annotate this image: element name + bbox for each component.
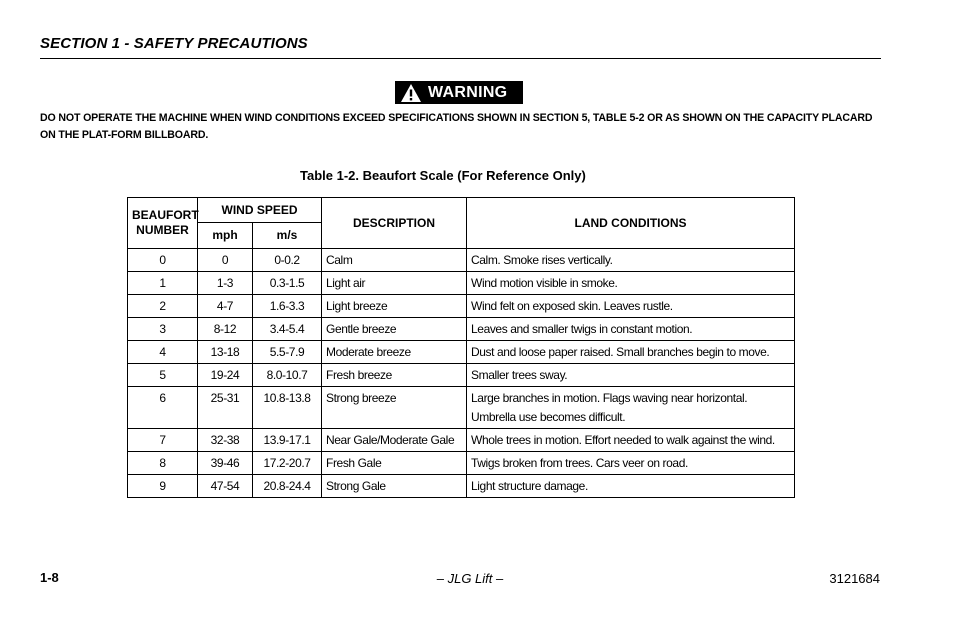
cell-description: Fresh Gale <box>322 452 467 475</box>
cell-number: 5 <box>128 364 198 387</box>
cell-land-conditions: Wind motion visible in smoke. <box>467 272 795 295</box>
table-row <box>128 295 795 318</box>
cell-land-conditions: Calm. Smoke rises vertically. <box>467 249 795 272</box>
cell-mph: 0 <box>198 249 253 272</box>
cell-ms: 3.4-5.4 <box>253 318 322 341</box>
cell-mph: 8-12 <box>198 318 253 341</box>
table-row <box>128 249 795 272</box>
cell-number: 9 <box>128 475 198 498</box>
cell-land-conditions: Leaves and smaller twigs in constant motion. <box>467 318 795 341</box>
cell-land-conditions: Light structure damage. <box>467 475 795 498</box>
cell-ms: 0-0.2 <box>253 249 322 272</box>
table-row <box>128 272 795 295</box>
cell-description: Light air <box>322 272 467 295</box>
cell-description: Gentle breeze <box>322 318 467 341</box>
header-description: DESCRIPTION <box>322 198 467 249</box>
cell-number: 1 <box>128 272 198 295</box>
cell-ms: 17.2-20.7 <box>253 452 322 475</box>
cell-mph: 4-7 <box>198 295 253 318</box>
cell-description: Strong breeze <box>322 387 467 429</box>
cell-description: Calm <box>322 249 467 272</box>
header-wind-speed: WIND SPEED <box>198 198 322 223</box>
table-row <box>128 475 795 498</box>
cell-land-conditions: Whole trees in motion. Effort needed to walk against the wind. <box>467 429 795 452</box>
cell-ms: 10.8-13.8 <box>253 387 322 429</box>
header-beaufort-number: BEAUFORT NUMBER <box>128 198 198 249</box>
document-number: 3121684 <box>829 571 880 586</box>
cell-ms: 8.0-10.7 <box>253 364 322 387</box>
cell-number: 6 <box>128 387 198 429</box>
cell-land-conditions: Dust and loose paper raised. Small branches begin to move. <box>467 341 795 364</box>
cell-number: 3 <box>128 318 198 341</box>
cell-description: Light breeze <box>322 295 467 318</box>
page-number: 1-8 <box>40 570 59 585</box>
cell-ms: 1.6-3.3 <box>253 295 322 318</box>
table-row <box>128 429 795 452</box>
cell-ms: 5.5-7.9 <box>253 341 322 364</box>
cell-mph: 1-3 <box>198 272 253 295</box>
cell-land-conditions: Large branches in motion. Flags waving near horizontal. Umbrella use becomes difficult. <box>467 387 795 429</box>
cell-number: 4 <box>128 341 198 364</box>
header-land-conditions: LAND CONDITIONS <box>467 198 795 249</box>
cell-number: 8 <box>128 452 198 475</box>
table-row <box>128 364 795 387</box>
table-caption: Table 1-2. Beaufort Scale (For Reference Only) <box>300 168 586 183</box>
warning-label: WARNING <box>428 83 508 101</box>
header-mph: mph <box>198 223 253 249</box>
table-row <box>128 387 795 429</box>
cell-mph: 13-18 <box>198 341 253 364</box>
cell-ms: 20.8-24.4 <box>253 475 322 498</box>
header-ms: m/s <box>253 223 322 249</box>
cell-mph: 32-38 <box>198 429 253 452</box>
cell-mph: 25-31 <box>198 387 253 429</box>
warning-badge <box>395 81 523 104</box>
cell-number: 2 <box>128 295 198 318</box>
cell-number: 7 <box>128 429 198 452</box>
cell-description: Near Gale/Moderate Gale <box>322 429 467 452</box>
cell-land-conditions: Smaller trees sway. <box>467 364 795 387</box>
beaufort-scale-table <box>127 197 795 498</box>
footer-publisher: – JLG Lift – <box>436 571 504 586</box>
table-row <box>128 341 795 364</box>
cell-mph: 47-54 <box>198 475 253 498</box>
cell-number: 0 <box>128 249 198 272</box>
cell-land-conditions: Wind felt on exposed skin. Leaves rustle. <box>467 295 795 318</box>
cell-mph: 19-24 <box>198 364 253 387</box>
warning-triangle-icon <box>400 83 422 103</box>
section-title: SECTION 1 - SAFETY PRECAUTIONS <box>40 35 308 52</box>
header-rule <box>40 58 881 59</box>
cell-land-conditions: Twigs broken from trees. Cars veer on road. <box>467 452 795 475</box>
cell-mph: 39-46 <box>198 452 253 475</box>
cell-description: Fresh breeze <box>322 364 467 387</box>
cell-ms: 0.3-1.5 <box>253 272 322 295</box>
table-row <box>128 318 795 341</box>
warning-text: DO NOT OPERATE THE MACHINE WHEN WIND CONDITIONS EXCEED SPECIFICATIONS SHOWN IN SECTION 5, TABLE 5-2 OR AS SHOWN ON THE CAPACITY PLACARD ON THE PLAT-FORM BILLBOARD. <box>40 112 873 141</box>
cell-description: Moderate breeze <box>322 341 467 364</box>
table-row <box>128 452 795 475</box>
cell-ms: 13.9-17.1 <box>253 429 322 452</box>
cell-description: Strong Gale <box>322 475 467 498</box>
